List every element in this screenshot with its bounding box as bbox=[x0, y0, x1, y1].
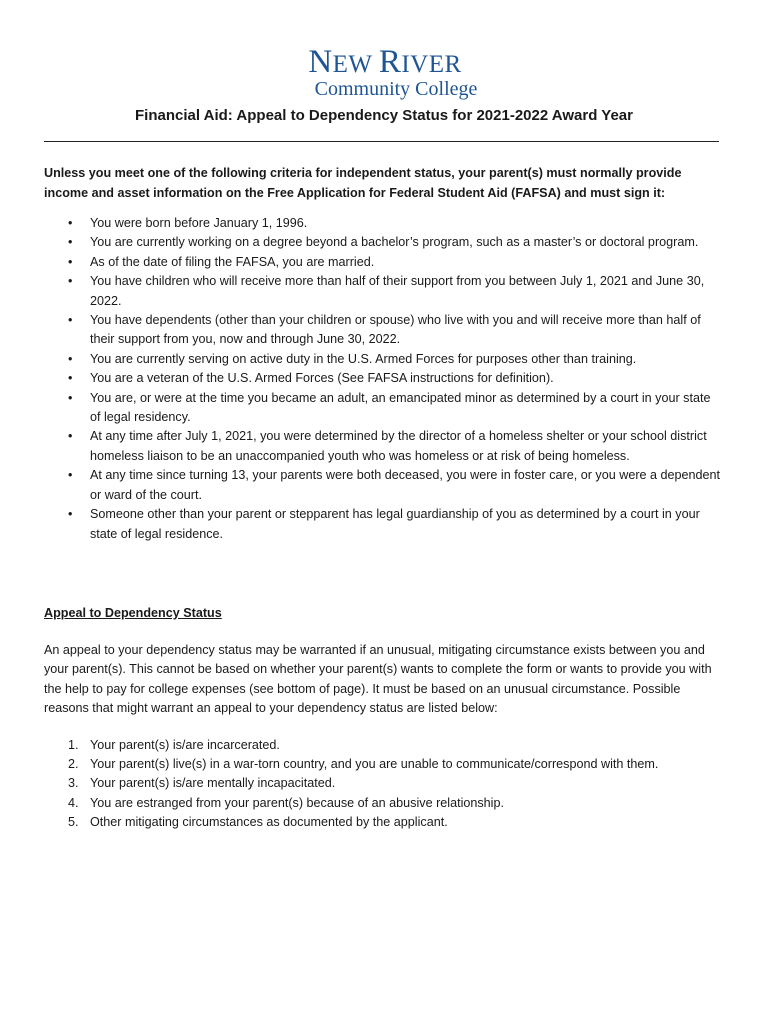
list-number: 2. bbox=[68, 757, 79, 772]
appeal-paragraph: An appeal to your dependency status may be warranted if an unusual, mitigating circumstance exists between you and your parent(s). This cannot be based on whether your parent(s) wants to complete the form or wants to provide you with the help to pay for college expenses (see bottom of page). It must be based on an unusual circumstance. Possible reasons that might warrant an appeal to your dependency status are listed below: bbox=[44, 643, 712, 716]
list-item bbox=[44, 813, 724, 832]
list-item bbox=[44, 505, 724, 544]
list-item bbox=[44, 214, 724, 233]
bullet-icon: • bbox=[68, 390, 73, 405]
reasons-list bbox=[44, 736, 724, 832]
reason-text: Other mitigating circumstances as documented by the applicant. bbox=[90, 814, 448, 829]
list-item bbox=[44, 311, 724, 350]
criteria-text: At any time after July 1, 2021, you were determined by the director of a homeless shelter or your school district homeless liaison to be an unaccompanied youth who was homeless or at risk of being homeless. bbox=[90, 429, 707, 463]
criteria-text: You are currently working on a degree beyond a bachelor’s program, such as a master’s or doctoral program. bbox=[90, 235, 699, 250]
logo-letters-iver: IVER bbox=[401, 51, 462, 78]
criteria-text: You are currently serving on active duty in the U.S. Armed Forces for purposes other than training. bbox=[90, 351, 637, 366]
criteria-text: You have dependents (other than your children or spouse) who live with you and will receive more than half of their support from you, now and through June 30, 2022. bbox=[90, 313, 701, 347]
bullet-icon: • bbox=[68, 371, 73, 386]
list-item bbox=[44, 774, 724, 793]
list-item bbox=[44, 755, 724, 774]
list-item bbox=[44, 736, 724, 755]
logo-subtitle: Community College bbox=[314, 78, 478, 100]
title-divider bbox=[44, 141, 719, 142]
reason-text: Your parent(s) live(s) in a war-torn country, and you are unable to communicate/correspond with them. bbox=[90, 757, 659, 772]
appeal-heading: Appeal to Dependency Status bbox=[44, 606, 222, 620]
college-logo bbox=[0, 46, 770, 99]
document-title: Financial Aid: Appeal to Dependency Status for 2021-2022 Award Year bbox=[135, 107, 633, 124]
bullet-icon: • bbox=[68, 507, 73, 522]
list-item bbox=[44, 369, 724, 388]
list-item bbox=[44, 272, 724, 311]
criteria-text: You were born before January 1, 1996. bbox=[90, 216, 308, 230]
logo-letter-n: N bbox=[308, 44, 333, 80]
criteria-text: You have children who will receive more than half of their support from you between July 1, 2021 and June 30, 2022. bbox=[90, 274, 705, 308]
bullet-icon: • bbox=[68, 351, 73, 366]
criteria-text: At any time since turning 13, your parents were both deceased, you were in foster care, or you were a dependent or ward of the court. bbox=[90, 468, 721, 502]
list-item bbox=[44, 466, 724, 505]
list-item bbox=[44, 350, 724, 369]
list-number: 1. bbox=[68, 738, 79, 752]
criteria-list bbox=[44, 214, 724, 544]
list-number: 5. bbox=[68, 814, 79, 829]
list-item bbox=[44, 253, 724, 272]
logo-letters-ew: EW bbox=[332, 51, 379, 78]
bullet-icon: • bbox=[68, 274, 73, 289]
list-number: 4. bbox=[68, 795, 79, 810]
list-item bbox=[44, 427, 724, 466]
bullet-icon: • bbox=[68, 429, 73, 444]
reason-text: Your parent(s) is/are mentally incapacitated. bbox=[90, 776, 336, 791]
criteria-text: As of the date of filing the FAFSA, you are married. bbox=[90, 254, 375, 269]
bullet-icon: • bbox=[68, 216, 73, 230]
bullet-icon: • bbox=[68, 254, 73, 269]
intro-paragraph: Unless you meet one of the following criteria for independent status, your parent(s) must normally provide income and asset information on the Free Application for Federal Student Aid (FAFSA) and must sign it: bbox=[44, 166, 682, 200]
reason-text: Your parent(s) is/are incarcerated. bbox=[90, 738, 280, 752]
criteria-text: You are a veteran of the U.S. Armed Forces (See FAFSA instructions for definition). bbox=[90, 371, 554, 386]
bullet-icon: • bbox=[68, 313, 73, 328]
list-item bbox=[44, 233, 724, 252]
list-item bbox=[44, 794, 724, 813]
criteria-text: You are, or were at the time you became an adult, an emancipated minor as determined by a court in your state of legal residency. bbox=[90, 390, 711, 425]
logo-letter-r: R bbox=[378, 44, 402, 80]
bullet-icon: • bbox=[68, 235, 73, 250]
criteria-text: Someone other than your parent or stepparent has legal guardianship of you as determined by a court in your state of legal residence. bbox=[90, 507, 700, 541]
list-number: 3. bbox=[68, 776, 79, 791]
logo-wordmark bbox=[0, 46, 770, 81]
reason-text: You are estranged from your parent(s) because of an abusive relationship. bbox=[90, 795, 504, 810]
bullet-icon: • bbox=[68, 468, 73, 483]
list-item bbox=[44, 389, 724, 428]
